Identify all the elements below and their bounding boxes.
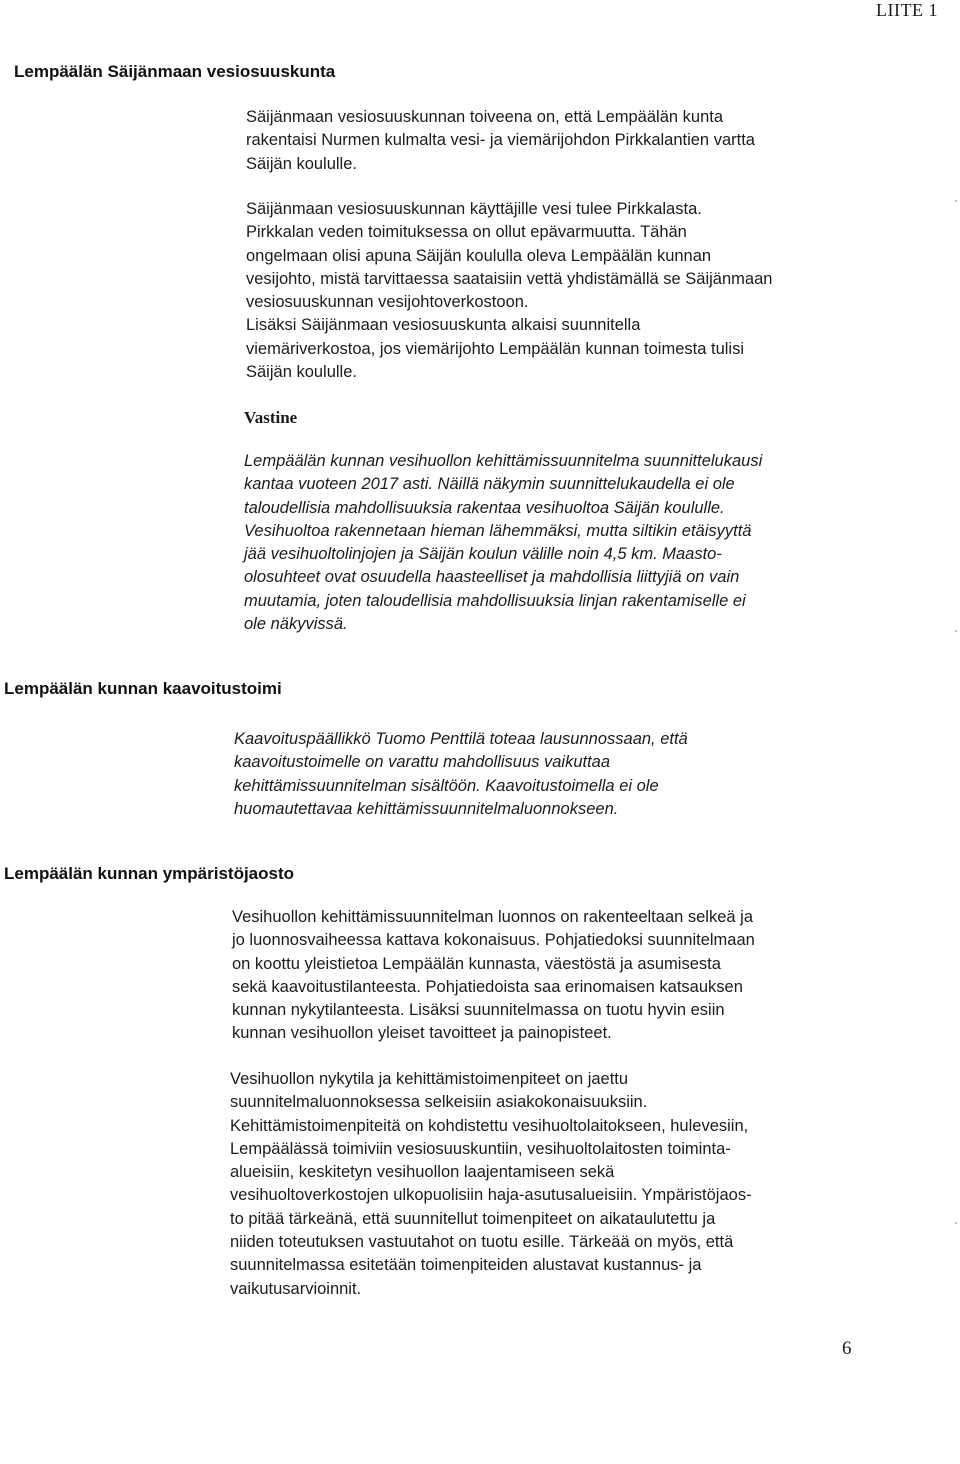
paragraph-nykytila: Vesihuollon nykytila ja kehittämistoimenpiteet on jaettu suunnitelmaluonnoksessa selkeisiin asiakokonaisuuksiin. Kehittämistoimenpiteitä on kohdistettu vesihuoltolaitokseen, hulevesiin, Lempäälässä toimiviin vesiosuuskuntiin, vesihuoltolaitosten toiminta- alueisiin, keskitetyn vesihuollon laajentamiseen sekä vesihuoltoverkostojen ulkopuolisiin haja-asutusalueisiin. Ympäristöjaos- to pitää tärkeänä, että suunnitellut toimenpiteet on aikataulutettu ja niiden toteutuksen vastuutahot on tuotu esille. Tärkeää on myös, että suunnitelmassa esitetään toimenpiteiden alustavat kustannus- ja vaikutusarvioinnit. bbox=[230, 1070, 752, 1298]
scan-mark bbox=[955, 1222, 957, 1224]
section-heading-vesiosuuskunta: Lempäälän Säijänmaan vesiosuuskunta bbox=[14, 62, 336, 81]
section-heading-ymparistojaosto: Lempäälän kunnan ympäristöjaosto bbox=[4, 864, 295, 883]
paragraph-kaavoitus: Kaavoituspäällikkö Tuomo Penttilä toteaa lausunnossaan, että kaavoitustoimelle on varattu mahdollisuus vaikuttaa kehittämissuunnitelman sisältöön. Kaavoitustoimella ei ole huomautettavaa kehittämissuunnitelmaluonnokseen. bbox=[234, 730, 688, 818]
response-text: Lempäälän kunnan vesihuollon kehittämissuunnitelma suunnittelukausi kantaa vuoteen 2017 asti. Näillä näkymin suunnittelukaudella ei ole taloudellisia mahdollisuuksia rakentaa vesihuoltoa Säijän koululle. Vesihuoltoa rakennetaan hieman lähemmäksi, mutta siltikin etäisyyttä jää vesihuoltolinjojen ja Säijän koulun välille noin 4,5 km. Maasto- olosuhteet ovat osuudella haasteelliset ja mahdollisia liittyjiä on vain muutamia, joten taloudellisia mahdollisuuksia linjan rakentamiselle ei ole näkyvissä. bbox=[244, 452, 763, 634]
paragraph-vesi-pirkkalasta: Säijänmaan vesiosuuskunnan käyttäjille vesi tulee Pirkkalasta. Pirkkalan veden toimituksessa on ollut epävarmuutta. Tähän ongelmaan olisi apuna Säijän koululla oleva Lempäälän kunnan vesijohto, mistä tarvittaessa saataisiin vettä yhdistämällä se Säijänmaan vesiosuuskunnan vesijohtoverkostoon. Lisäksi Säijänmaan vesiosuuskunta alkaisi suunnitella viemäriverkostoa, jos viemärijohto Lempäälän kunnan toimesta tulisi Säijän koululle. bbox=[246, 200, 773, 382]
scan-mark bbox=[955, 630, 957, 632]
paragraph-toive: Säijänmaan vesiosuuskunnan toiveena on, että Lempäälän kunta rakentaisi Nurmen kulmalta vesi- ja viemärijohdon Pirkkalantien vartta Säijän koululle. bbox=[246, 108, 755, 173]
response-label: Vastine bbox=[244, 408, 298, 427]
page-number: 6 bbox=[842, 1338, 852, 1359]
scan-mark bbox=[955, 200, 957, 202]
appendix-label: LIITE 1 bbox=[876, 0, 938, 20]
section-heading-kaavoitustoimi: Lempäälän kunnan kaavoitustoimi bbox=[4, 679, 282, 698]
paragraph-luonnos: Vesihuollon kehittämissuunnitelman luonnos on rakenteeltaan selkeä ja jo luonnosvaiheessa kattava kokonaisuus. Pohjatiedoksi suunnitelmaan on koottu yleistietoa Lempäälän kunnasta, väestöstä ja asumisesta sekä kaavoitustilanteesta. Pohjatiedoista saa erinomaisen katsauksen kunnan nykytilanteesta. Lisäksi suunnitelmassa on tuotu hyvin esiin kunnan vesihuollon yleiset tavoitteet ja painopisteet. bbox=[232, 908, 755, 1043]
